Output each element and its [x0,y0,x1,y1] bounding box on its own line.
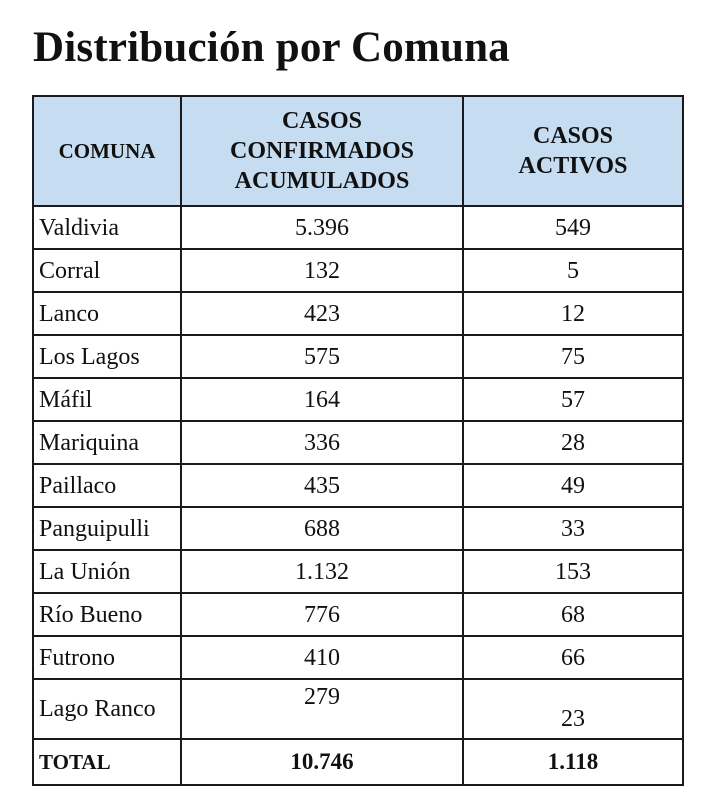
comuna-cell: Máfil [33,378,181,421]
table-row [33,292,683,335]
table-row [33,593,683,636]
activos-cell: 12 [463,292,683,335]
activos-cell: 33 [463,507,683,550]
confirmados-cell: 435 [181,464,463,507]
activos-cell: 66 [463,636,683,679]
header-line: CASOS [532,123,614,149]
total-activos: 1.118 [463,739,683,785]
confirmados-cell: 410 [181,636,463,679]
comuna-cell: Los Lagos [33,335,181,378]
confirmados-cell: 336 [181,421,463,464]
comuna-cell: Corral [33,249,181,292]
table-row [33,249,683,292]
total-confirmados: 10.746 [181,739,463,785]
table-row [33,464,683,507]
header-casos-confirmados [181,96,463,206]
activos-cell: 75 [463,335,683,378]
confirmados-cell: 279 [181,679,463,739]
confirmados-cell: 164 [181,378,463,421]
activos-cell: 5 [463,249,683,292]
confirmados-cell: 575 [181,335,463,378]
activos-cell: 23 [463,679,683,739]
confirmados-cell: 423 [181,292,463,335]
comuna-cell: Río Bueno [33,593,181,636]
comuna-cell: La Unión [33,550,181,593]
header-line: ACUMULADOS [234,168,410,194]
comuna-cases-table [32,95,684,786]
header-line: CONFIRMADOS [230,138,414,164]
activos-cell: 153 [463,550,683,593]
table-row [33,636,683,679]
header-line: CASOS [281,108,363,134]
table-row [33,679,683,739]
confirmados-cell: 132 [181,249,463,292]
total-row [33,739,683,785]
confirmados-cell: 5.396 [181,206,463,249]
table-row [33,421,683,464]
header-line: ACTIVOS [518,153,628,179]
header-comuna: COMUNA [33,96,181,206]
comuna-cell: Panguipulli [33,507,181,550]
comuna-cell: Lanco [33,292,181,335]
activos-cell: 57 [463,378,683,421]
table-row [33,507,683,550]
activos-cell: 49 [463,464,683,507]
table-header-row [33,96,683,206]
comuna-cell: Mariquina [33,421,181,464]
confirmados-cell: 1.132 [181,550,463,593]
comuna-cell: Valdivia [33,206,181,249]
table-row [33,550,683,593]
header-casos-activos [463,96,683,206]
comuna-cell: Futrono [33,636,181,679]
total-label: TOTAL [33,739,181,785]
comuna-cell: Lago Ranco [33,679,181,739]
confirmados-cell: 776 [181,593,463,636]
table-row [33,335,683,378]
activos-cell: 28 [463,421,683,464]
page-title: Distribución por Comuna [33,24,510,71]
comuna-cell: Paillaco [33,464,181,507]
activos-cell: 68 [463,593,683,636]
confirmados-cell: 688 [181,507,463,550]
activos-cell: 549 [463,206,683,249]
table-row [33,378,683,421]
table-row [33,206,683,249]
